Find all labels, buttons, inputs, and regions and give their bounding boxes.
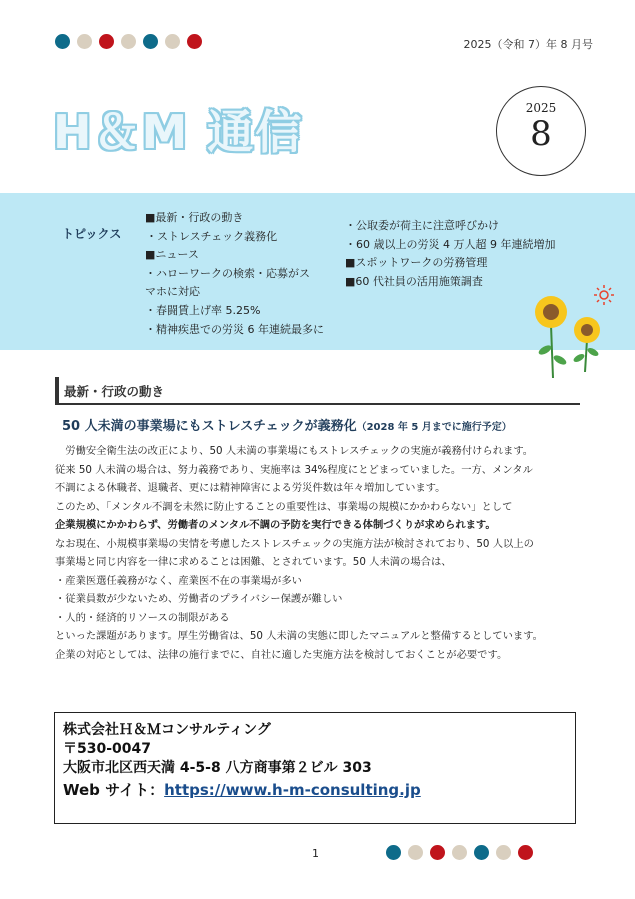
newsletter-masthead: H＆M 通信: [53, 105, 304, 159]
topic-item: ・ハローワークの検索・応募がスマホに対応: [145, 266, 310, 299]
decorative-dot: [452, 845, 467, 860]
article-line: なお現在、小規模事業場の実情を考慮したストレスチェックの実施方法が検討されており、50 人以上の: [55, 537, 534, 550]
badge-year: 2025: [525, 101, 557, 115]
topics-label: トピックス: [62, 227, 122, 241]
sunflower-leaves: [537, 343, 600, 366]
article-line: 事業場と同じ内容を一律に求めることは困難、とされています。50 人未満の場合は、: [55, 556, 452, 568]
decorative-dot: [165, 34, 180, 49]
contact-box: [54, 712, 576, 824]
website-label: Web サイト：: [63, 781, 165, 799]
sunflower-large: [535, 296, 567, 328]
section-header-bar: [55, 377, 59, 403]
article-title-text: 50 人未満の事業場にもストレスチェックが義務化: [62, 419, 357, 434]
website-row: [63, 779, 421, 800]
decorative-dot: [55, 34, 70, 49]
month-badge: [496, 86, 586, 176]
badge-month: 8: [530, 114, 552, 154]
decorative-dot: [77, 34, 92, 49]
decorative-dot: [430, 845, 445, 860]
topic-item: ・60 歳以上の労災 4 万人超 9 年連続増加: [345, 237, 556, 251]
top-decorative-dots: [55, 34, 202, 49]
company-address: 大阪市北区西天満 4-5-8 八方商事第２ビル 303: [63, 760, 372, 776]
topic-item: ■スポットワークの労務管理: [345, 256, 488, 270]
decorative-dot: [187, 34, 202, 49]
decorative-dot: [121, 34, 136, 49]
decorative-dot: [496, 845, 511, 860]
article-line: 企業の対応としては、法律の施行までに、自社に適した実施方法を検討しておくことが必要です。: [55, 648, 508, 661]
issue-date: 2025（令和 7）年 8 月号: [463, 38, 593, 51]
article-title-note: （2028 年 5 月までに施行予定）: [356, 422, 512, 433]
article-line: ・産業医選任義務がなく、産業医不在の事業場が多い: [55, 574, 302, 587]
topic-item: ・春闘賃上げ率 5.25%: [145, 303, 261, 317]
sunflower-small: [574, 317, 600, 343]
article-title: [62, 415, 512, 434]
decorative-dot: [408, 845, 423, 860]
article-line: 労働安全衛生法の改正により、50 人未満の事業場にもストレスチェックの実施が義務付けられます。: [55, 445, 534, 457]
article-line: 不調による休職者、退職者、更には精神障害による労災件数は年々増加しています。: [55, 482, 446, 494]
company-name: 株式会社Ｈ＆Ｍコンサルティング: [63, 722, 271, 738]
article-line: ・従業員数が少ないため、労働者のプライバシー保護が難しい: [55, 593, 343, 605]
decorative-dot: [99, 34, 114, 49]
decorative-dot: [143, 34, 158, 49]
topic-item: ・精神疾患での労災 6 年連続最多に: [145, 322, 324, 336]
decorative-dot: [386, 845, 401, 860]
topic-item: ・公取委が荷主に注意呼びかけ: [345, 219, 499, 232]
postal-code: 〒530-0047: [63, 741, 151, 757]
bottom-decorative-dots: [386, 845, 533, 860]
topic-item: ・ストレスチェック義務化: [146, 229, 278, 243]
article-line: このため、「メンタル不調を未然に防止することの重要性は、事業場の規模にかかわらない」として: [55, 500, 513, 513]
article-line: 従来 50 人未満の場合は、努力義務であり、実施率は 34%程度にとどまっていました。一方、メンタル: [55, 463, 533, 476]
article-body: [55, 442, 595, 664]
topic-item: ■最新・行政の動き: [145, 211, 244, 224]
article-line: 企業規模にかかわらず、労働者のメンタル不調の予防を実行できる体制づくりが求められます。: [55, 519, 496, 531]
topic-item: ■60 代社員の活用施策調査: [345, 274, 483, 288]
website-link[interactable]: https://www.h-m-consulting.jp: [164, 781, 421, 799]
article-line: といった課題があります。厚生労働省は、50 人未満の実態に即したマニュアルと整備するとしています。: [55, 630, 543, 642]
article-line: ・人的・経済的リソースの制限がある: [55, 611, 230, 624]
sun-icon: [594, 285, 614, 305]
section-heading: 最新・行政の動き: [64, 384, 165, 399]
sunflower-illustration: [525, 280, 625, 380]
decorative-dot: [474, 845, 489, 860]
decorative-dot: [518, 845, 533, 860]
section-header: [55, 377, 580, 405]
page-number: 1: [312, 847, 319, 860]
topics-column-1: [145, 209, 325, 339]
topic-item: ■ニュース: [145, 248, 199, 262]
